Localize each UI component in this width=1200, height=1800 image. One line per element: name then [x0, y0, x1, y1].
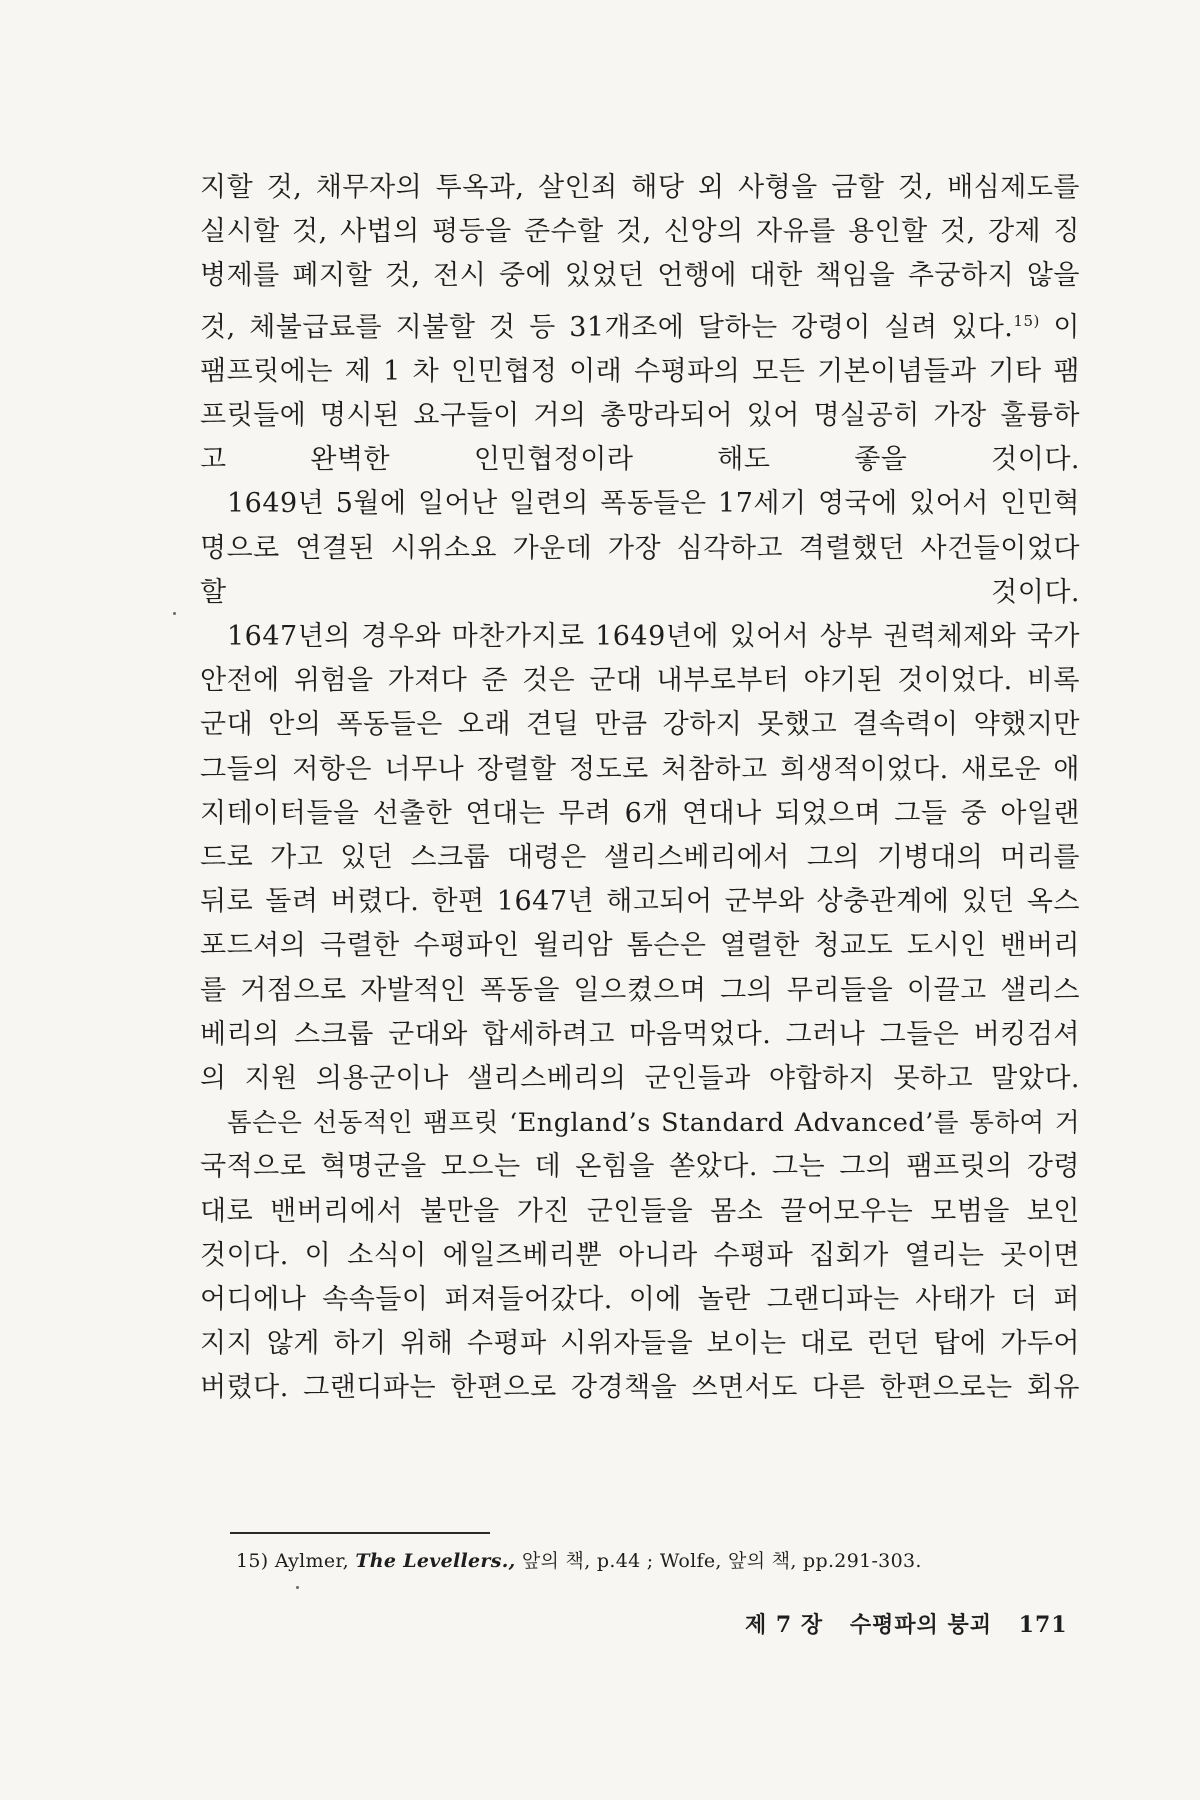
text-line: 할 것이다. — [200, 576, 1080, 608]
text-line: 그들의 저항은 너무나 장렬할 정도로 처참하고 희생적이었다. 새로운 애 — [200, 753, 1080, 785]
scan-speck — [173, 612, 176, 615]
footnote-book-title: The Levellers., — [355, 1550, 516, 1572]
text-line: 안전에 위험을 가져다 준 것은 군대 내부로부터 야기된 것이었다. 비록 — [200, 665, 1080, 697]
paragraph-1 — [200, 166, 1080, 482]
body-text — [200, 166, 1080, 1411]
paragraph-3 — [200, 615, 1080, 1101]
text-line: 지테이터들을 선출한 연대는 무려 6개 연대나 되었으며 그들 중 아일랜 — [200, 797, 1080, 829]
text-line: 병제를 폐지할 것, 전시 중에 있었던 언행에 대한 책임을 추궁하지 않을 — [200, 260, 1080, 292]
text-line: 뒤로 돌려 버렸다. 한편 1647년 해고되어 군부와 상충관계에 있던 옥스 — [200, 886, 1080, 918]
text-line: 포드셔의 극렬한 수평파인 윌리암 톰슨은 열렬한 청교도 도시인 밴버리 — [200, 930, 1080, 962]
footnote — [236, 1546, 922, 1573]
text-line: 어디에나 속속들이 퍼져들어갔다. 이에 놀란 그랜디파는 사태가 더 퍼 — [200, 1284, 1080, 1316]
text-line: 를 거점으로 자발적인 폭동을 일으켰으며 그의 무리들을 이끌고 샐리스 — [200, 974, 1080, 1006]
footnote-reference: 15) — [1013, 311, 1040, 330]
text-line-with-footnote — [200, 299, 1080, 350]
text-line: 국적으로 혁명군을 모으는 데 온힘을 쏟았다. 그는 그의 팸프릿의 강령 — [200, 1151, 1080, 1183]
paragraph-4 — [200, 1101, 1080, 1410]
page-number: 171 — [1018, 1612, 1068, 1638]
text-fragment: 이 — [1053, 311, 1080, 343]
text-line: 지할 것, 채무자의 투옥과, 살인죄 해당 외 사형을 금할 것, 배심제도를 — [200, 172, 1080, 203]
text-line: 프릿들에 명시된 요구들이 거의 총망라되어 있어 명실공히 가장 훌륭하 — [200, 400, 1080, 432]
footnote-divider — [230, 1532, 490, 1534]
text-line: 지지 않게 하기 위해 수평파 시위자들을 보이는 대로 런던 탑에 가두어 — [200, 1328, 1080, 1360]
chapter-title: 수평파의 붕괴 — [849, 1612, 992, 1638]
text-line: 것이다. 이 소식이 에일즈베리뿐 아니라 수평파 집회가 열리는 곳이면 — [200, 1239, 1080, 1271]
text-line: 의 지원 의용군이나 샐리스베리의 군인들과 야합하지 못하고 말았다. — [200, 1063, 1080, 1095]
text-line: 1647년의 경우와 마찬가지로 1649년에 있어서 상부 권력체제와 국가 — [227, 621, 1080, 653]
text-line: 베리의 스크룹 군대와 합세하려고 마음먹었다. 그러나 그들은 버킹검셔 — [200, 1018, 1080, 1050]
text-line: 버렸다. 그랜디파는 한편으로 강경책을 쓰면서도 다른 한편으로는 회유 — [200, 1372, 1080, 1404]
text-line: 대로 밴버리에서 불만을 가진 군인들을 몸소 끌어모우는 모범을 보인 — [200, 1195, 1080, 1227]
text-line: 실시할 것, 사법의 평등을 준수할 것, 신앙의 자유를 용인할 것, 강제 징 — [200, 216, 1080, 248]
text-line: 고 완벽한 인민협정이라 해도 좋을 것이다. — [200, 444, 1080, 476]
text-line: 팸프릿에는 제 1 차 인민협정 이래 수평파의 모든 기본이념들과 기타 팸 — [200, 355, 1080, 387]
text-line: 1649년 5월에 일어난 일련의 폭동들은 17세기 영국에 있어서 인민혁 — [227, 488, 1080, 520]
paragraph-2 — [200, 482, 1080, 615]
text-line: 드로 가고 있던 스크룹 대령은 샐리스베리에서 그의 기병대의 머리를 — [200, 842, 1080, 874]
text-line: 톰슨은 선동적인 팸프릿 ‘England’s Standard Advanced’를 통하여 거 — [227, 1108, 1080, 1139]
chapter-label: 제 7 장 — [745, 1612, 824, 1638]
text-line: 군대 안의 폭동들은 오래 견딜 만큼 강하지 못했고 결속력이 약했지만 — [200, 709, 1080, 741]
scan-speck — [296, 1586, 299, 1589]
footnote-author: Aylmer, — [274, 1550, 350, 1572]
running-footer — [745, 1608, 1086, 1639]
footnote-number: 15) — [236, 1550, 269, 1572]
text-line: 명으로 연결된 시위소요 가운데 가장 심각하고 격렬했던 사건들이었다 — [200, 532, 1080, 564]
footnote-citation: 앞의 책, p.44 ; Wolfe, 앞의 책, pp.291-303. — [521, 1550, 922, 1572]
text-fragment: 것, 체불급료를 지불할 것 등 31개조에 달하는 강령이 실려 있다. — [200, 311, 1014, 343]
